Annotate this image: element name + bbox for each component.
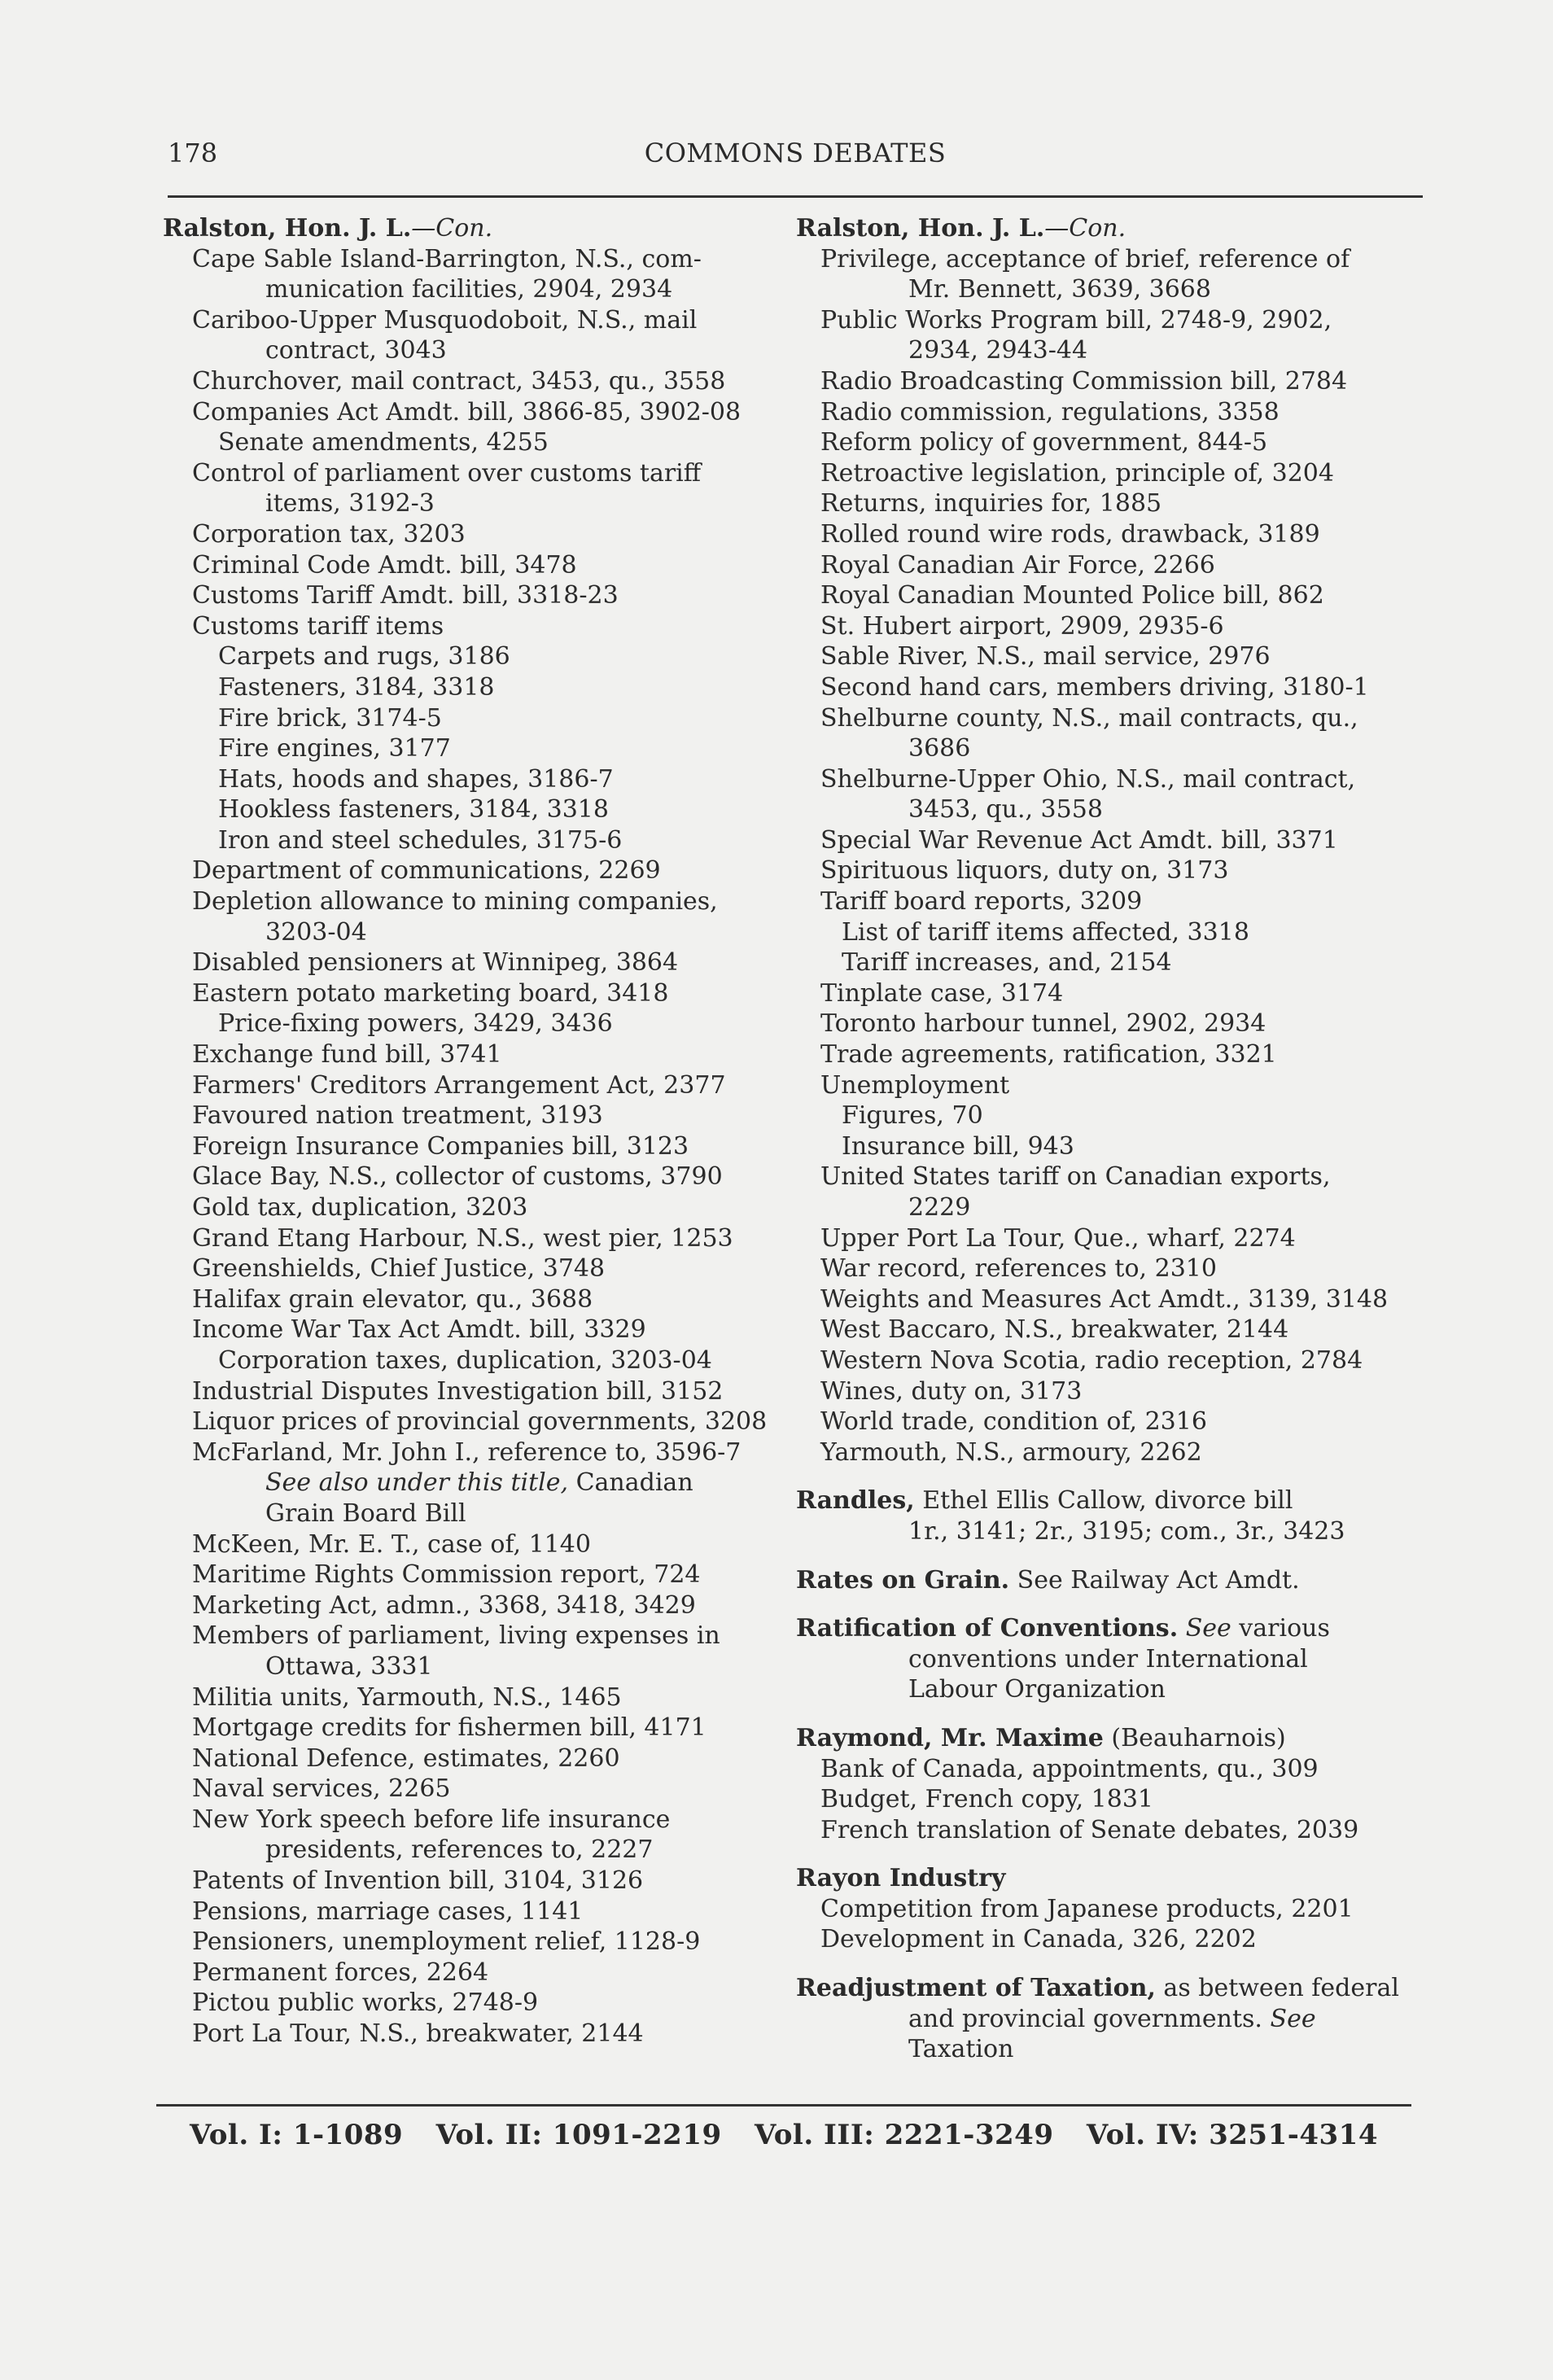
index-line: United States tariff on Canadian exports, (820, 1162, 1331, 1192)
index-subline: Competition from Japanese products, 2201 (820, 1894, 1354, 1923)
index-line: Fire brick, 3174-5 (218, 703, 442, 733)
index-line: Trade agreements, ratification, 3321 (820, 1040, 1277, 1070)
index-line: 2229 (908, 1193, 971, 1222)
index-heading (796, 213, 1421, 244)
index-line: Disabled pensioners at Winnipeg, 3864 (192, 948, 679, 978)
index-line: Pictou public works, 2748-9 (192, 1988, 539, 2018)
index-line: Figures, 70 (842, 1101, 983, 1131)
volume-range: Vol. I: 1-1089 (190, 2119, 404, 2151)
index-subline: Labour Organization (908, 1675, 1166, 1704)
index-line: Grand Etang Harbour, N.S., west pier, 1253 (192, 1223, 733, 1253)
heading-name: Ralston, Hon. J. L. (163, 214, 412, 243)
index-line: Pensions, marriage cases, 1141 (192, 1897, 584, 1926)
index-line: Privilege, acceptance of brief, reference of (820, 244, 1350, 273)
index-line: List of tariff items affected, 3318 (842, 917, 1249, 947)
index-line: Ottawa, 3331 (265, 1652, 433, 1681)
index-line: Depletion allowance to mining companies, (192, 887, 718, 917)
heading-continued: —Con. (411, 214, 493, 243)
index-line: Farmers' Creditors Arrangement Act, 2377 (192, 1070, 726, 1100)
index-line: Wines, duty on, 3173 (820, 1376, 1083, 1406)
index-line: Maritime Rights Commission report, 724 (192, 1560, 701, 1590)
index-line: Tariff board reports, 3209 (820, 887, 1143, 917)
index-line: Tinplate case, 3174 (820, 978, 1064, 1008)
volume-range: Vol. IV: 3251-4314 (1086, 2119, 1378, 2151)
volume-range: Vol. III: 2221-3249 (755, 2119, 1054, 2151)
index-line: Foreign Insurance Companies bill, 3123 (192, 1131, 689, 1161)
index-subline: Budget, French copy, 1831 (820, 1785, 1153, 1814)
index-line: Hats, hoods and shapes, 3186-7 (218, 764, 614, 794)
index-line: Members of parliament, living expenses in (192, 1621, 720, 1651)
index-line: Corporation tax, 3203 (192, 519, 466, 549)
index-subline: 1r., 3141; 2r., 3195; com., 3r., 3423 (908, 1516, 1345, 1546)
index-line: Royal Canadian Air Force, 2266 (820, 550, 1215, 580)
index-line: New York speech before life insurance (192, 1805, 671, 1834)
heading-name: Ralston, Hon. J. L. (796, 214, 1045, 243)
index-line: Mortgage credits for fishermen bill, 4171 (192, 1713, 707, 1743)
index-line: See also under this title, Canadian (265, 1468, 693, 1498)
index-line: Special War Revenue Act Amdt. bill, 3371 (820, 825, 1338, 855)
index-line: Corporation taxes, duplication, 3203-04 (218, 1345, 712, 1375)
index-line: Favoured nation treatment, 3193 (192, 1101, 603, 1131)
index-heading (163, 213, 788, 244)
index-line: Mr. Bennett, 3639, 3668 (908, 275, 1211, 304)
index-line: Customs tariff items (192, 611, 444, 641)
index-line: St. Hubert airport, 2909, 2935-6 (820, 611, 1224, 641)
index-line: Price-fixing powers, 3429, 3436 (218, 1009, 613, 1039)
index-line: Industrial Disputes Investigation bill, 3152 (192, 1376, 724, 1406)
index-line: items, 3192-3 (265, 489, 435, 518)
right-entry-list (796, 244, 1421, 1468)
index-line: Returns, inquiries for, 1885 (820, 489, 1162, 518)
index-line: Fire engines, 3177 (218, 734, 451, 763)
index-line: Liquor prices of provincial governments, 3208 (192, 1407, 768, 1437)
index-line: 3203-04 (265, 917, 367, 947)
index-line: Second hand cars, members driving, 3180-1 (820, 672, 1369, 702)
index-line: Hookless fasteners, 3184, 3318 (218, 795, 609, 825)
volume-range: Vol. II: 1091-2219 (435, 2119, 722, 2151)
footer-rule (156, 2104, 1411, 2107)
index-line: Cape Sable Island-Barrington, N.S., com- (192, 244, 702, 273)
index-line: McFarland, Mr. John I., reference to, 3596-7 (192, 1437, 742, 1467)
running-head: COMMONS DEBATES (644, 138, 947, 168)
index-line: Cariboo-Upper Musquodoboit, N.S., mail (192, 305, 698, 335)
index-line: Radio Broadcasting Commission bill, 2784 (820, 366, 1348, 396)
index-subline: conventions under International (908, 1644, 1308, 1673)
index-line: Department of communications, 2269 (192, 856, 661, 886)
index-line: National Defence, estimates, 2260 (192, 1743, 620, 1773)
left-entry-list (163, 244, 788, 2050)
index-line: Fasteners, 3184, 3318 (218, 672, 495, 702)
index-line: Public Works Program bill, 2748-9, 2902, (820, 305, 1332, 335)
index-line: Unemployment (820, 1070, 1010, 1100)
index-line: War record, references to, 2310 (820, 1254, 1217, 1284)
index-line: contract, 3043 (265, 336, 447, 365)
index-line: Reform policy of government, 844-5 (820, 428, 1268, 457)
index-line: Retroactive legislation, principle of, 3204 (820, 458, 1334, 488)
index-entry-readjustment: Readjustment of Taxation, as between federal (796, 1974, 1399, 2003)
right-column (796, 213, 1421, 2065)
index-subline: Taxation (908, 2035, 1014, 2064)
index-line: Iron and steel schedules, 3175-6 (218, 825, 623, 855)
index-line: Royal Canadian Mounted Police bill, 862 (820, 581, 1324, 610)
index-line: Halifax grain elevator, qu., 3688 (192, 1284, 593, 1314)
index-entry-rayon: Rayon Industry (796, 1864, 1006, 1893)
heading-continued: —Con. (1044, 214, 1126, 243)
index-line: Gold tax, duplication, 3203 (192, 1193, 528, 1222)
index-subline: French translation of Senate debates, 2039 (820, 1815, 1359, 1844)
header-rule (168, 195, 1423, 198)
index-line: Senate amendments, 4255 (218, 428, 549, 457)
index-line: Exchange fund bill, 3741 (192, 1040, 502, 1070)
volume-footer (156, 2118, 1411, 2152)
index-line: Income War Tax Act Amdt. bill, 3329 (192, 1315, 646, 1345)
index-line: presidents, references to, 2227 (265, 1835, 654, 1865)
index-entry-ratification: Ratification of Conventions. See various (796, 1614, 1330, 1643)
index-line: Eastern potato marketing board, 3418 (192, 978, 669, 1008)
index-line: 3686 (908, 734, 971, 763)
index-line: Control of parliament over customs tariff (192, 458, 702, 488)
index-line: West Baccaro, N.S., breakwater, 2144 (820, 1315, 1289, 1345)
index-line: Customs Tariff Amdt. bill, 3318-23 (192, 581, 619, 610)
index-line: Criminal Code Amdt. bill, 3478 (192, 550, 577, 580)
index-line: Greenshields, Chief Justice, 3748 (192, 1254, 606, 1284)
index-line: Marketing Act, admn., 3368, 3418, 3429 (192, 1590, 696, 1620)
index-line: Militia units, Yarmouth, N.S., 1465 (192, 1682, 622, 1712)
page-number: 178 (168, 138, 218, 168)
index-line: Tariff increases, and, 2154 (842, 948, 1172, 978)
index-line: Port La Tour, N.S., breakwater, 2144 (192, 2019, 644, 2049)
index-line: 3453, qu., 3558 (908, 795, 1103, 825)
index-subline: Development in Canada, 326, 2202 (820, 1925, 1257, 1954)
index-line: Weights and Measures Act Amdt., 3139, 3148 (820, 1284, 1389, 1314)
index-line: 2934, 2943-44 (908, 336, 1088, 365)
left-column (163, 213, 788, 2050)
index-line: World trade, condition of, 2316 (820, 1407, 1207, 1437)
index-line: Shelburne county, N.S., mail contracts, qu., (820, 703, 1358, 733)
index-line: Toronto harbour tunnel, 2902, 2934 (820, 1009, 1266, 1039)
index-line: Western Nova Scotia, radio reception, 2784 (820, 1345, 1363, 1375)
index-line: Glace Bay, N.S., collector of customs, 3790 (192, 1162, 723, 1192)
index-line: Rolled round wire rods, drawback, 3189 (820, 519, 1320, 549)
index-line: McKeen, Mr. E. T., case of, 1140 (192, 1529, 591, 1559)
index-line: Permanent forces, 2264 (192, 1958, 489, 1987)
index-entry-raymond: Raymond, Mr. Maxime (Beauharnois) (796, 1723, 1286, 1752)
index-line: Radio commission, regulations, 3358 (820, 397, 1280, 427)
index-line: Churchover, mail contract, 3453, qu., 3558 (192, 366, 726, 396)
index-entry-randles: Randles, Ethel Ellis Callow, divorce bill (796, 1486, 1293, 1516)
index-subline: and provincial governments. See (908, 2004, 1316, 2033)
index-line: Sable River, N.S., mail service, 2976 (820, 642, 1271, 672)
index-line: Carpets and rugs, 3186 (218, 642, 510, 672)
index-line: Pensioners, unemployment relief, 1128-9 (192, 1927, 701, 1957)
index-line: Spirituous liquors, duty on, 3173 (820, 856, 1229, 886)
index-line: Insurance bill, 943 (842, 1131, 1074, 1161)
index-line: Grain Board Bill (265, 1498, 466, 1528)
index-line: Naval services, 2265 (192, 1774, 451, 1804)
index-line: Shelburne-Upper Ohio, N.S., mail contract, (820, 764, 1356, 794)
index-line: Upper Port La Tour, Que., wharf, 2274 (820, 1223, 1296, 1253)
index-line: Patents of Invention bill, 3104, 3126 (192, 1866, 644, 1896)
index-line: munication facilities, 2904, 2934 (265, 275, 673, 304)
index-entry-rates-on-grain: Rates on Grain. See Railway Act Amdt. (796, 1565, 1300, 1595)
index-subline: Bank of Canada, appointments, qu., 309 (820, 1754, 1319, 1783)
index-line: Companies Act Amdt. bill, 3866-85, 3902-08 (192, 397, 742, 427)
index-line: Yarmouth, N.S., armoury, 2262 (820, 1437, 1202, 1467)
